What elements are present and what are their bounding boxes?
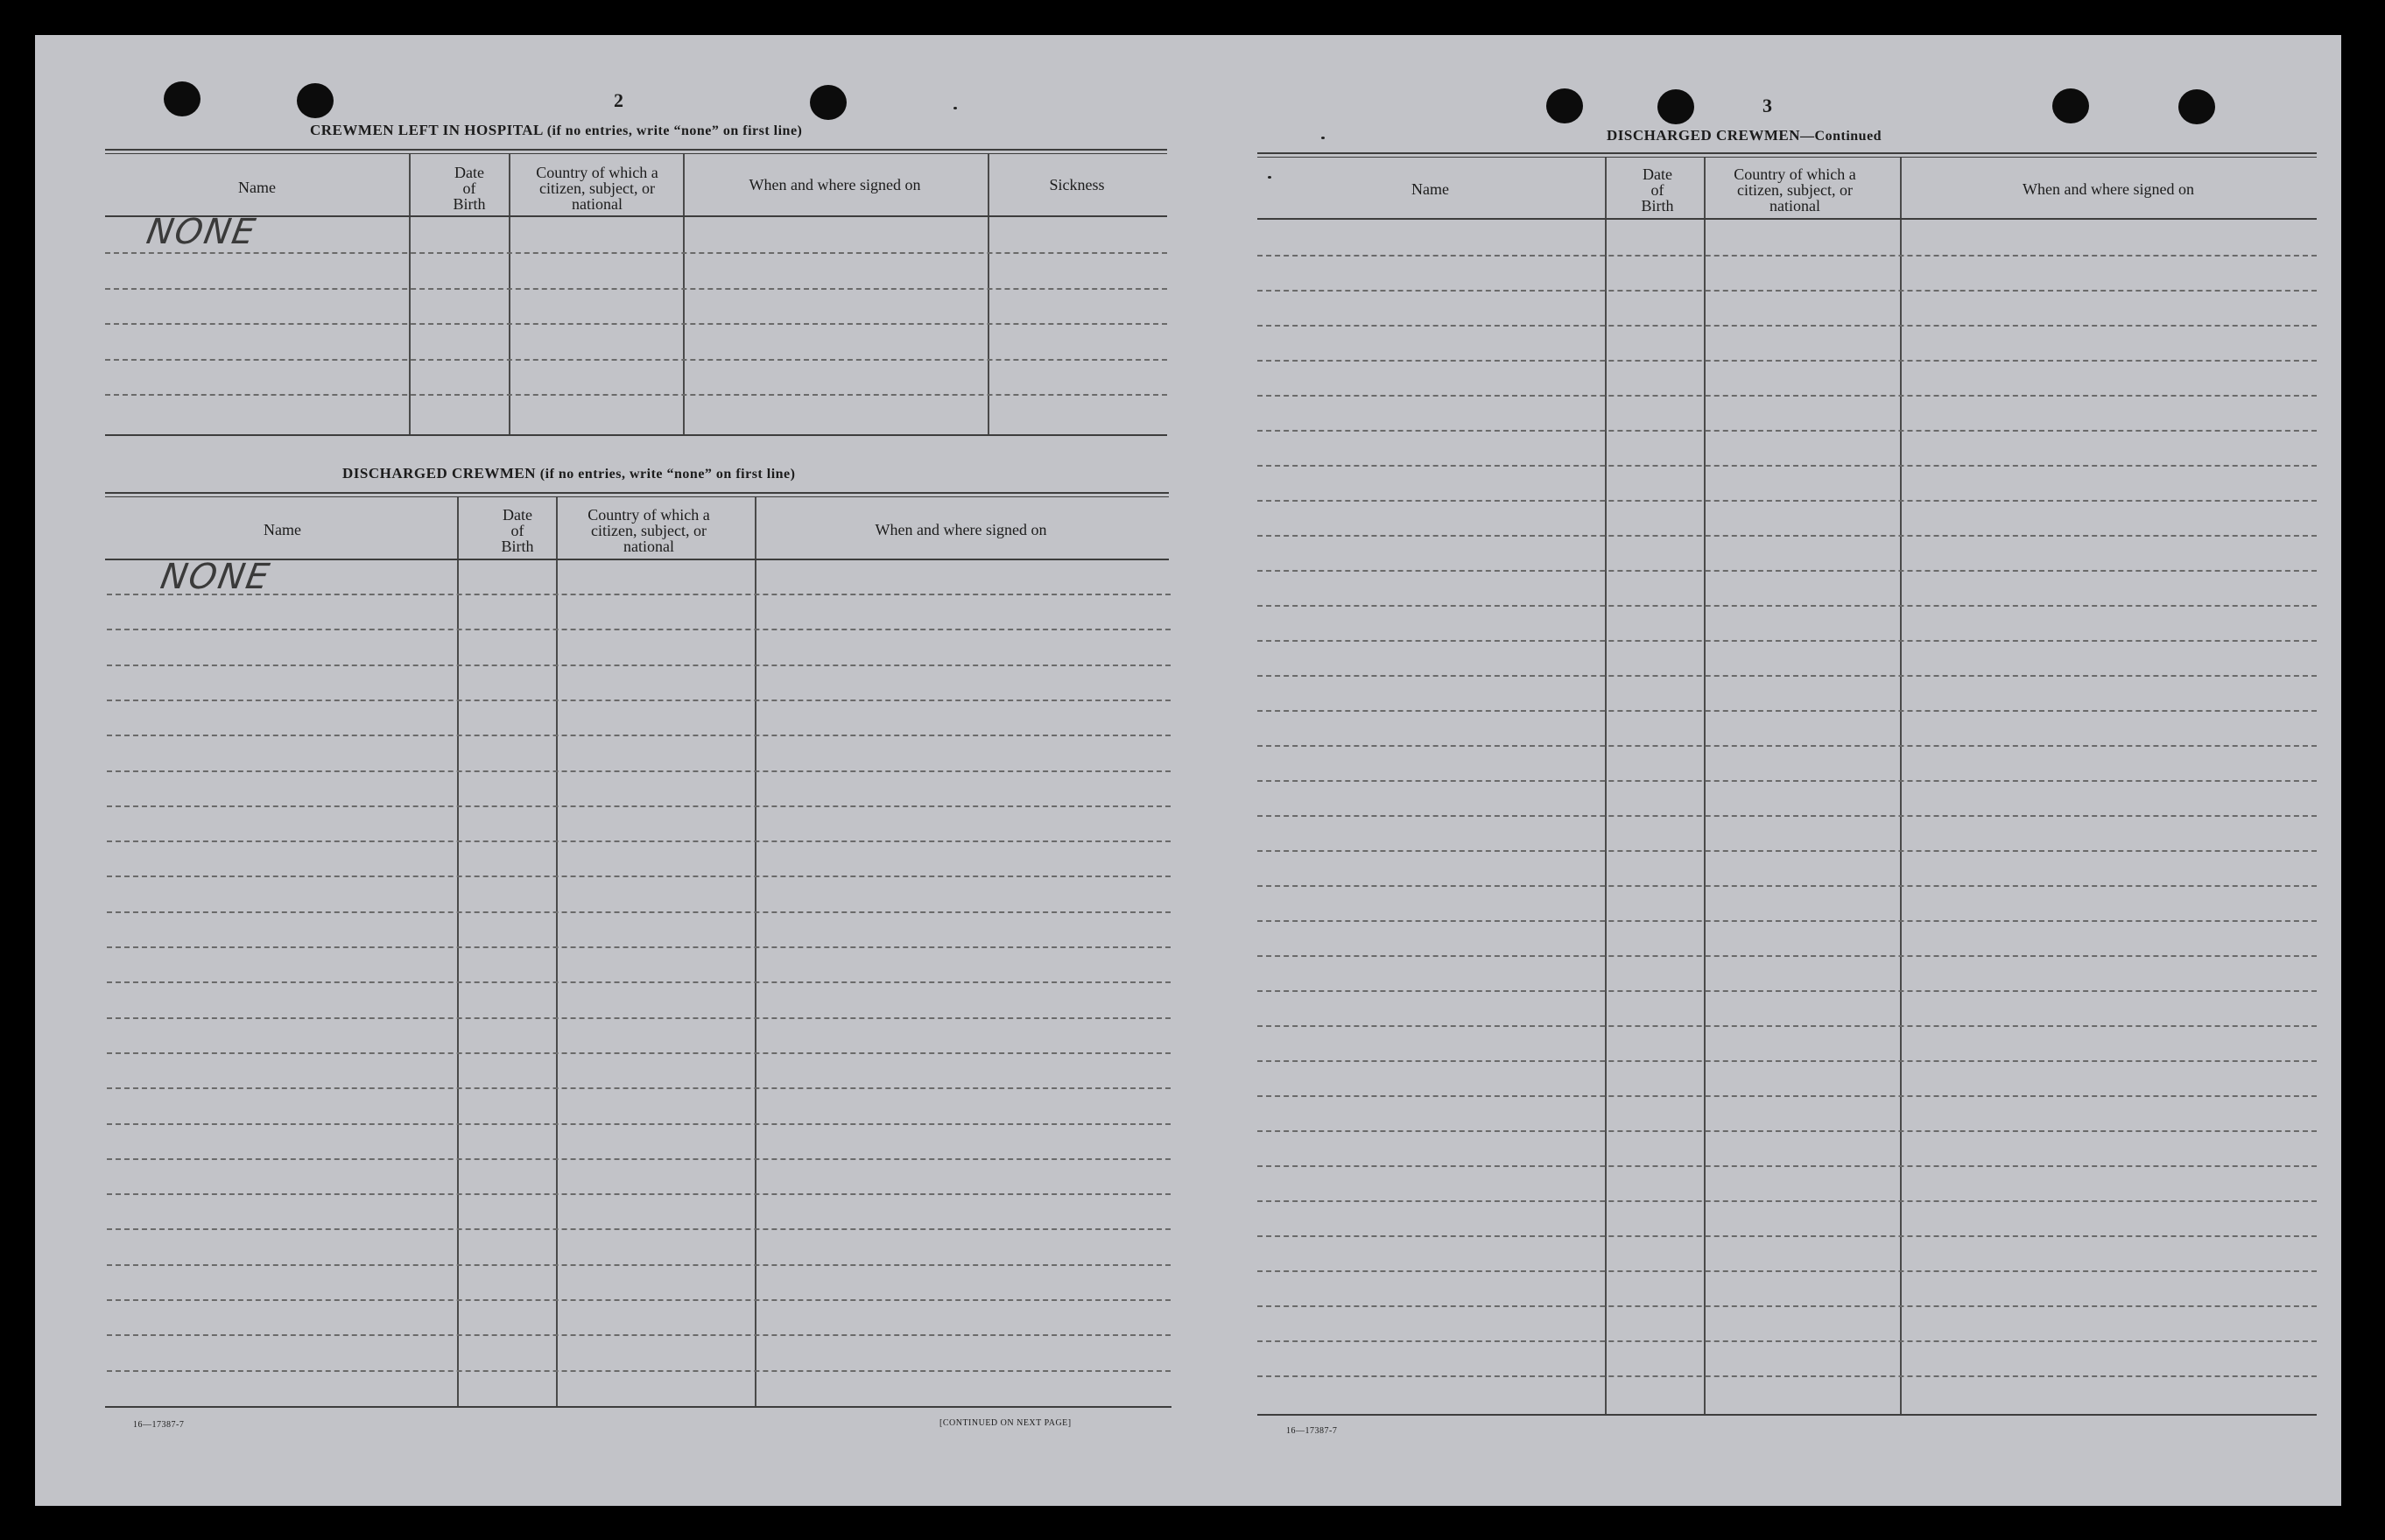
continued-row-line	[1257, 1130, 2317, 1132]
discharged-row-line	[107, 1264, 1171, 1266]
continued-title-suffix: —Continued	[1800, 129, 1882, 144]
continued-table-top-rule	[1257, 152, 2317, 154]
continued-row-line	[1257, 1060, 2317, 1062]
hospital-header-country: Country of which a citizen, subject, or national	[536, 164, 658, 213]
continued-row-line	[1257, 465, 2317, 467]
continued-row-line	[1257, 815, 2317, 817]
continued-row-line	[1257, 395, 2317, 397]
hospital-row-line	[105, 252, 1167, 254]
punch-hole-1	[164, 81, 201, 116]
discharged-row-line	[107, 1123, 1171, 1125]
hospital-header-signed-on: When and where signed on	[749, 176, 921, 193]
discharged-row-line	[107, 770, 1171, 772]
continued-row-line	[1257, 1340, 2317, 1342]
punch-hole-7	[2178, 89, 2215, 124]
discharged-section-title	[342, 465, 795, 482]
discharged-row-line	[107, 1334, 1171, 1336]
continued-row-line	[1257, 1375, 2317, 1377]
hospital-table-top-rule-2	[105, 153, 1167, 154]
continued-row-line	[1257, 745, 2317, 747]
continued-row-line	[1257, 430, 2317, 432]
continued-column-divider	[1900, 158, 1902, 1414]
discharged-table-top-rule-2	[105, 496, 1169, 497]
continued-row-line	[1257, 360, 2317, 362]
continued-row-line	[1257, 1200, 2317, 1202]
hospital-section-title	[310, 122, 802, 139]
continued-row-line	[1257, 990, 2317, 992]
punch-hole-4	[1546, 88, 1583, 123]
discharged-title-main: DISCHARGED CREWMEN	[342, 465, 537, 482]
continued-table-top-rule-2	[1257, 157, 2317, 158]
punch-hole-5	[1657, 89, 1694, 124]
continued-note: [CONTINUED ON NEXT PAGE]	[939, 1418, 1072, 1428]
discharged-row-line	[107, 700, 1171, 701]
hospital-title-main: CREWMEN LEFT IN HOSPITAL	[310, 122, 543, 138]
continued-row-line	[1257, 1025, 2317, 1027]
discharged-row-line	[107, 1193, 1171, 1195]
punch-hole-6	[2052, 88, 2089, 123]
discharged-column-divider	[755, 497, 756, 1406]
discharged-row-line	[107, 629, 1171, 630]
hospital-row-line	[105, 288, 1167, 290]
discharged-row-line	[107, 1052, 1171, 1054]
hospital-title-note: (if no entries, write “none” on first line)	[546, 123, 803, 138]
speck	[1321, 137, 1325, 139]
continued-row-line	[1257, 1095, 2317, 1097]
discharged-column-divider	[457, 497, 459, 1406]
discharged-header-name: Name	[264, 521, 301, 538]
continued-row-line	[1257, 850, 2317, 852]
continued-header-name: Name	[1411, 180, 1449, 198]
continued-row-line	[1257, 780, 2317, 782]
discharged-row-line	[107, 946, 1171, 948]
continued-row-line	[1257, 570, 2317, 572]
discharged-row-line	[107, 840, 1171, 842]
hospital-column-divider	[409, 154, 411, 434]
discharged-row-line	[107, 981, 1171, 983]
hospital-table-top-rule	[105, 149, 1167, 151]
punch-hole-3	[810, 85, 847, 120]
continued-column-divider	[1605, 158, 1607, 1414]
discharged-row-line	[107, 1087, 1171, 1089]
discharged-row-line	[107, 805, 1171, 807]
continued-row-line	[1257, 710, 2317, 712]
discharged-title-note: (if no entries, write “none” on first line)	[539, 467, 796, 482]
continued-header-country: Country of which a citizen, subject, or national	[1734, 165, 1856, 214]
hospital-header-name: Name	[238, 179, 276, 196]
hospital-row-line	[105, 394, 1167, 396]
continued-header-signed-on: When and where signed on	[2023, 180, 2194, 198]
discharged-row-line	[107, 1299, 1171, 1301]
speck	[953, 107, 957, 109]
discharged-table-top-rule	[105, 492, 1169, 494]
discharged-header-signed-on: When and where signed on	[875, 521, 1047, 538]
discharged-table-bottom-rule	[105, 1406, 1171, 1408]
hospital-header-rule	[105, 215, 1167, 217]
continued-title-main: DISCHARGED CREWMEN	[1607, 127, 1801, 144]
discharged-row-line	[107, 1228, 1171, 1230]
hospital-row-line	[105, 359, 1167, 361]
continued-table-bottom-rule	[1257, 1414, 2317, 1416]
discharged-row-line	[107, 1017, 1171, 1019]
discharged-row-line	[107, 1370, 1171, 1372]
discharged-row-line	[107, 665, 1171, 666]
discharged-row-line	[107, 875, 1171, 877]
hospital-header-sickness: Sickness	[1049, 176, 1105, 193]
hospital-column-divider	[988, 154, 989, 434]
page-number-right: 3	[1762, 95, 1772, 116]
punch-hole-2	[297, 83, 334, 118]
discharged-header-country: Country of which a citizen, subject, or national	[587, 506, 710, 555]
discharged-handwritten-none: NONE	[157, 557, 274, 597]
discharged-header-dob: Date of Birth	[501, 506, 534, 555]
form-number-left: 16—17387-7	[133, 1420, 185, 1430]
discharged-row-line	[107, 735, 1171, 736]
continued-section-title	[1607, 127, 1882, 144]
continued-row-line	[1257, 535, 2317, 537]
continued-row-line	[1257, 1235, 2317, 1237]
form-number-right: 16—17387-7	[1286, 1426, 1338, 1436]
continued-header-rule	[1257, 218, 2317, 220]
speck	[1268, 176, 1271, 179]
continued-row-line	[1257, 885, 2317, 887]
continued-column-divider	[1704, 158, 1706, 1414]
continued-row-line	[1257, 325, 2317, 327]
continued-row-line	[1257, 640, 2317, 642]
discharged-column-divider	[556, 497, 558, 1406]
form-sheet	[35, 35, 2341, 1506]
hospital-row-line	[105, 323, 1167, 325]
continued-row-line	[1257, 1305, 2317, 1307]
hospital-header-dob: Date of Birth	[453, 164, 486, 213]
continued-row-line	[1257, 1270, 2317, 1272]
hospital-table-bottom-rule	[105, 434, 1167, 436]
continued-row-line	[1257, 500, 2317, 502]
hospital-handwritten-none: NONE	[143, 212, 260, 252]
continued-row-line	[1257, 605, 2317, 607]
continued-row-line	[1257, 255, 2317, 257]
page-number-left: 2	[614, 89, 623, 111]
continued-row-line	[1257, 955, 2317, 957]
discharged-row-line	[107, 1158, 1171, 1160]
continued-header-dob: Date of Birth	[1641, 165, 1674, 214]
continued-row-line	[1257, 1165, 2317, 1167]
continued-row-line	[1257, 920, 2317, 922]
continued-row-line	[1257, 675, 2317, 677]
discharged-row-line	[107, 911, 1171, 913]
continued-row-line	[1257, 290, 2317, 292]
